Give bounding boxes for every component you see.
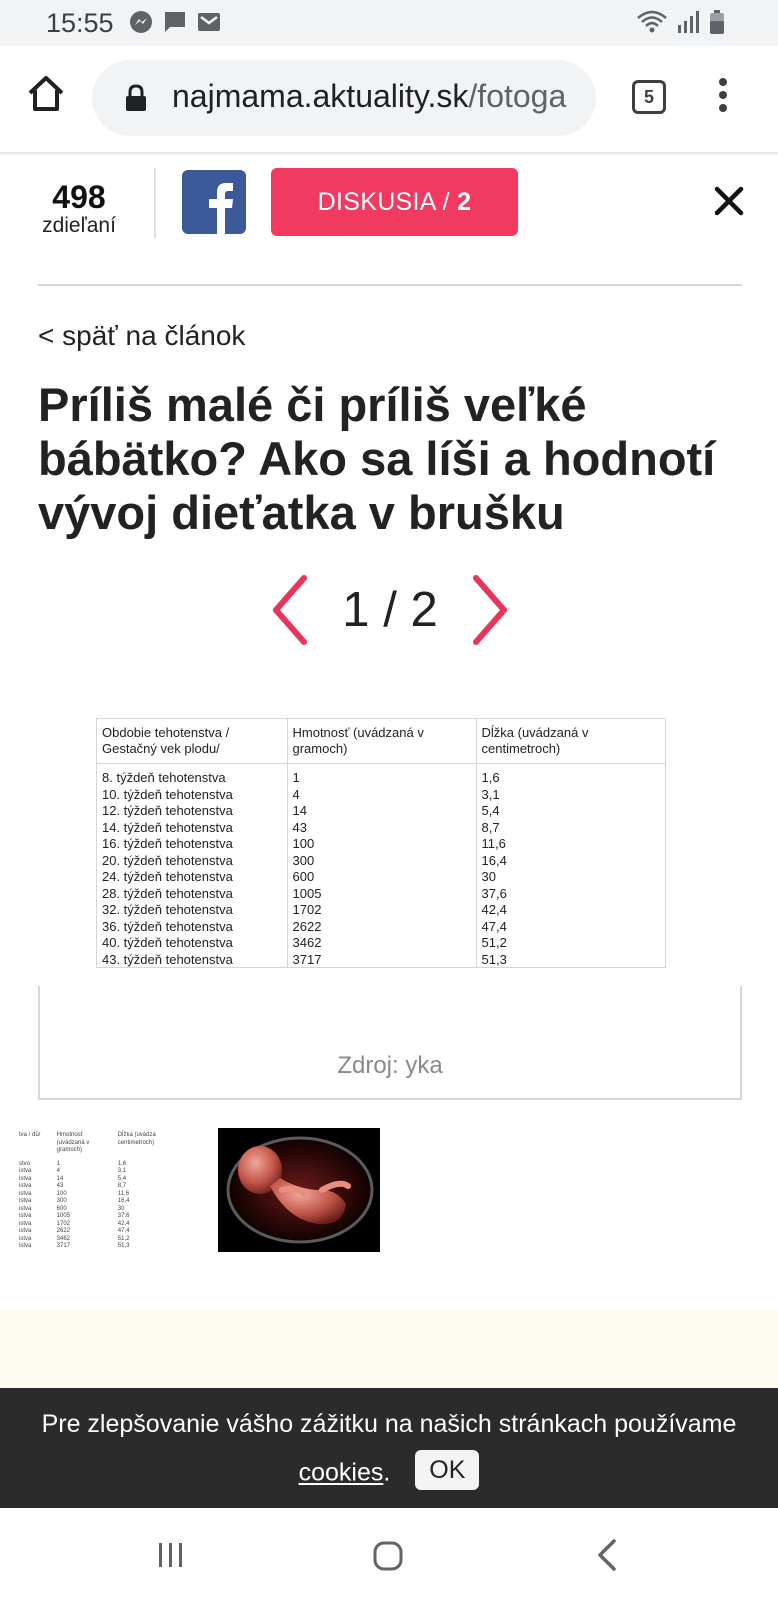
thumb-cell: istva: [19, 1228, 32, 1234]
thumb-cell: 1: [56, 1160, 61, 1167]
chevron-left-icon[interactable]: [268, 572, 312, 648]
table-cell: 300: [287, 853, 476, 870]
thumb-row: [16, 1132, 178, 1161]
thumb-cell: 14: [56, 1175, 64, 1182]
thumb-cell: 1005: [56, 1213, 71, 1219]
table-header: Dĺžka (uvádzaná v centimetroch): [476, 719, 665, 764]
table-cell: 1702: [287, 902, 476, 919]
browser-toolbar: [0, 46, 778, 154]
table-header: Hmotnosť (uvádzaná v gramoch): [287, 719, 476, 764]
thumb-cell: 11,6: [117, 1190, 130, 1197]
thumb-cell: 30: [117, 1205, 125, 1212]
system-nav-bar: [0, 1508, 778, 1600]
thumb-cell: 1,6: [117, 1160, 127, 1167]
fetal-growth-table: [97, 719, 665, 968]
thumb-cell: 100: [56, 1190, 67, 1197]
thumb-cell: istva: [19, 1205, 32, 1212]
table-cell: 12. týždeň tehotenstva: [97, 803, 287, 820]
table-cell: 37,6: [481, 885, 507, 901]
thumb-cell: 42,4: [117, 1220, 130, 1227]
cookie-ok-button[interactable]: OK: [415, 1450, 479, 1490]
table-cell: 32. týždeň tehotenstva: [97, 902, 287, 919]
gallery-image: [96, 718, 666, 968]
share-count: [36, 180, 122, 238]
toolbar-shadow: [0, 152, 778, 156]
discussion-button[interactable]: [271, 168, 518, 236]
table-row: [97, 853, 665, 870]
home-icon[interactable]: [26, 74, 66, 114]
table-row: [97, 869, 665, 886]
thumb-row: [16, 1221, 178, 1229]
table-row: [97, 886, 665, 903]
thumb-cell: 600: [56, 1205, 67, 1212]
table-cell: 42,4: [481, 902, 507, 917]
more-menu-icon[interactable]: [716, 78, 730, 118]
thumb-cell: 300: [56, 1198, 67, 1204]
cookie-period: .: [383, 1458, 391, 1487]
thumb-row: [16, 1191, 178, 1199]
chat-icon: [162, 9, 188, 35]
discussion-label: DISKUSIA /: [317, 188, 450, 216]
table-cell: 51,3: [481, 951, 507, 967]
thumb-cell: 4: [56, 1168, 61, 1174]
thumb-cell: istva: [19, 1190, 32, 1197]
table-header: Obdobie tehotenstva / Gestačný vek plodu/: [97, 719, 287, 764]
table-cell: 100: [287, 836, 476, 853]
thumb-row: [16, 1243, 178, 1251]
status-bar: [0, 0, 778, 46]
thumb-row: [16, 1228, 178, 1236]
thumb-cell: tva / dŭ/: [19, 1132, 41, 1138]
back-to-article-link[interactable]: < späť na článok: [38, 320, 246, 351]
gallery-counter: 1 / 2: [342, 583, 438, 637]
table-cell: 36. týždeň tehotenstva: [97, 919, 287, 936]
thumb-cell: 16,4: [117, 1198, 130, 1204]
table-row: [97, 902, 665, 919]
share-count-number: 498: [52, 179, 106, 215]
thumb-cell: istva: [19, 1183, 32, 1189]
thumb-cell: 3,1: [117, 1168, 127, 1174]
battery-icon: [708, 9, 726, 35]
gmail-icon: [196, 9, 222, 35]
table-cell: 16. týždeň tehotenstva: [97, 836, 287, 853]
thumb-row: [16, 1168, 178, 1176]
table-row: [97, 803, 665, 820]
url-text: najmama.aktuality.sk/fotoga: [172, 78, 567, 114]
signal-icon: [676, 9, 700, 35]
table-row: [97, 787, 665, 804]
thumb-cell: 3462: [56, 1235, 71, 1242]
thumbnail-table-content: [16, 1132, 178, 1251]
table-row: [97, 919, 665, 936]
recent-apps-icon[interactable]: [156, 1540, 186, 1570]
table-row: [97, 820, 665, 837]
table-cell: 30: [481, 869, 496, 884]
article-title: Príliš malé či príliš veľké bábätko? Ako sa líši a hodnotí vývoj dieťatka v brušku: [38, 378, 716, 539]
address-bar[interactable]: [92, 60, 596, 136]
table-cell: 3462: [287, 935, 476, 952]
thumb-cell: istva: [19, 1213, 32, 1219]
back-nav-icon[interactable]: [596, 1538, 618, 1572]
thumb-cell: istva: [19, 1235, 32, 1242]
thumb-cell: 8,7: [117, 1183, 127, 1189]
table-cell: 16,4: [481, 852, 507, 868]
table-cell: 3717: [287, 952, 476, 969]
table-row: [97, 935, 665, 952]
thumb-cell: 51,3: [117, 1243, 130, 1249]
thumb-row: [16, 1198, 178, 1206]
thumb-cell: istva: [19, 1243, 32, 1249]
table-row: [97, 764, 665, 787]
messenger-icon: [128, 9, 154, 35]
table-cell: 8,7: [481, 819, 500, 835]
gallery-pager: [268, 572, 512, 648]
thumb-row: [16, 1213, 178, 1221]
table-row: [97, 836, 665, 853]
divider: [154, 168, 156, 238]
thumb-row: [16, 1176, 178, 1184]
thumb-row: [16, 1206, 178, 1214]
wifi-icon: [636, 9, 668, 35]
chevron-right-icon[interactable]: [468, 572, 512, 648]
table-cell: 10. týždeň tehotenstva: [97, 787, 287, 804]
table-cell: 43. týždeň tehotenstva: [97, 952, 287, 969]
thumb-cell: Hmotnosť (uvádzaná v gramoch): [56, 1132, 90, 1153]
cookie-message: Pre zlepšovanie vášho zážitku na našich stránkach používame: [41, 1410, 737, 1438]
thumb-cell: istva: [19, 1168, 32, 1174]
table-cell: 40. týždeň tehotenstva: [97, 935, 287, 952]
table-cell: 20. týždeň tehotenstva: [97, 853, 287, 870]
table-cell: 1: [287, 764, 476, 787]
thumb-cell: 3717: [56, 1243, 71, 1249]
thumb-cell: istva: [19, 1220, 32, 1227]
table-cell: 51,2: [481, 935, 507, 950]
thumb-cell: istva: [19, 1198, 32, 1204]
thumbnail-fetus[interactable]: [218, 1128, 380, 1252]
tab-switcher-button[interactable]: 5: [632, 80, 666, 114]
table-cell: 1,6: [481, 770, 500, 785]
thumb-row: [16, 1183, 178, 1191]
table-cell: 24. týždeň tehotenstva: [97, 869, 287, 886]
thumb-cell: istva: [19, 1175, 32, 1182]
fetus-image: [218, 1128, 380, 1252]
status-time: 15:55: [46, 8, 114, 38]
table-cell: 14. týždeň tehotenstva: [97, 820, 287, 837]
thumb-cell: stvo: [19, 1160, 31, 1167]
table-cell: 47,4: [481, 918, 507, 934]
thumb-row: [16, 1161, 178, 1169]
table-cell: 1005: [287, 886, 476, 903]
share-count-label: zdieľaní: [42, 214, 116, 237]
table-cell: 14: [287, 803, 476, 820]
home-nav-icon[interactable]: [372, 1540, 404, 1572]
facebook-share-button[interactable]: [182, 170, 246, 234]
table-cell: 600: [287, 869, 476, 886]
thumb-cell: 47,4: [117, 1228, 130, 1234]
facebook-icon: [182, 170, 246, 234]
lock-icon: [124, 84, 148, 112]
table-row: [97, 952, 665, 969]
thumb-cell: 1702: [56, 1220, 71, 1227]
thumb-cell: 43: [56, 1183, 64, 1189]
thumb-cell: 2622: [56, 1228, 71, 1234]
table-cell: 8. týždeň tehotenstva: [97, 764, 287, 787]
table-cell: 4: [287, 787, 476, 804]
table-cell: 11,6: [481, 836, 506, 851]
table-cell: 5,4: [481, 803, 500, 818]
thumb-cell: Dĺžka (uvádza centimetroch): [117, 1132, 156, 1146]
thumb-cell: 5,4: [117, 1175, 127, 1182]
table-cell: 43: [287, 820, 476, 837]
ad-placeholder: [0, 1310, 778, 1390]
thumb-row: [16, 1236, 178, 1244]
thumbnail-table[interactable]: [19, 1128, 200, 1252]
caption-box: [38, 986, 742, 1100]
table-cell: 3,1: [481, 786, 500, 802]
discussion-count: 2: [457, 188, 472, 216]
cookies-link[interactable]: cookies: [298, 1458, 384, 1487]
cookie-banner: [0, 1388, 778, 1508]
thumb-cell: 37,6: [117, 1213, 130, 1219]
divider: [38, 284, 742, 286]
image-caption: Zdroj: yka: [337, 1052, 443, 1079]
close-icon[interactable]: [712, 184, 746, 218]
table-cell: 28. týždeň tehotenstva: [97, 886, 287, 903]
thumb-cell: 51,2: [117, 1235, 130, 1242]
table-cell: 2622: [287, 919, 476, 936]
